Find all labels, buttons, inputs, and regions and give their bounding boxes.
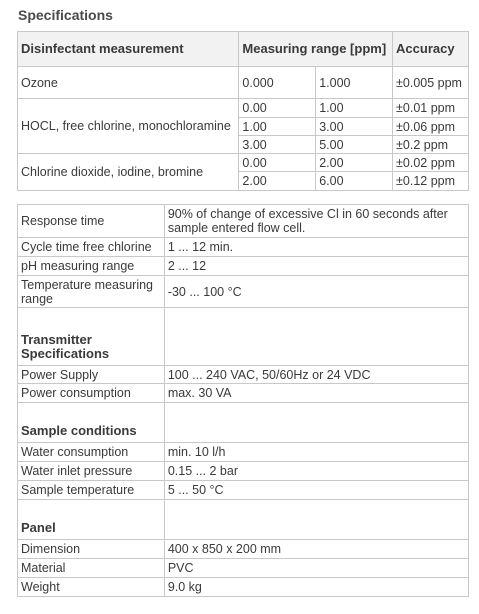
header-disinfectant: Disinfectant measurement: [18, 32, 239, 67]
spec-value: 1 ... 12 min.: [164, 238, 468, 257]
spec-label: Power consumption: [18, 384, 165, 403]
spec-value: 90% of change of excessive Cl in 60 seconds after sample entered flow cell.: [164, 205, 468, 238]
spec-value: 5 ... 50 °C: [164, 481, 468, 500]
section-row-transmitter: [18, 308, 469, 366]
page-title: Specifications: [18, 7, 113, 23]
spec-value: 400 x 850 x 200 mm: [164, 540, 468, 559]
table-header-row: [18, 32, 469, 67]
range-to: 2.00: [316, 154, 393, 172]
section-title-sample: Sample conditions: [18, 403, 165, 443]
header-accuracy: Accuracy: [393, 32, 469, 67]
table-row: [18, 276, 469, 308]
spec-value: min. 10 l/h: [164, 443, 468, 462]
spec-value: -30 ... 100 °C: [164, 276, 468, 308]
table-row: [18, 384, 469, 403]
spec-label: Dimension: [18, 540, 165, 559]
section-title-transmitter: Transmitter Specifications: [18, 308, 165, 366]
range-from: 0.000: [239, 67, 316, 99]
specification-table: [17, 204, 469, 597]
range-from: 0.00: [239, 154, 316, 172]
section-title-panel: Panel: [18, 500, 165, 540]
spec-label: Weight: [18, 578, 165, 597]
table-row: [18, 205, 469, 238]
section-row-panel: [18, 500, 469, 540]
spec-value: max. 30 VA: [164, 384, 468, 403]
table-row: [18, 481, 469, 500]
accuracy-value: ±0.005 ppm: [393, 67, 469, 99]
range-from: 3.00: [239, 136, 316, 154]
table-row: [18, 462, 469, 481]
disinfectant-name: HOCL, free chlorine, monochloramine: [18, 99, 239, 154]
table-row: [18, 154, 469, 172]
spec-label: Power Supply: [18, 366, 165, 384]
accuracy-value: ±0.06 ppm: [393, 118, 469, 136]
disinfectant-name: Ozone: [18, 67, 239, 99]
table-row: [18, 443, 469, 462]
section-row-sample: [18, 403, 469, 443]
spec-label: Water consumption: [18, 443, 165, 462]
measurement-table: [17, 31, 469, 191]
accuracy-value: ±0.2 ppm: [393, 136, 469, 154]
table-row: [18, 99, 469, 118]
table-row: [18, 540, 469, 559]
range-to: 1.00: [316, 99, 393, 118]
range-to: 5.00: [316, 136, 393, 154]
range-from: 2.00: [239, 172, 316, 191]
range-from: 1.00: [239, 118, 316, 136]
range-to: 3.00: [316, 118, 393, 136]
spec-label: Cycle time free chlorine: [18, 238, 165, 257]
accuracy-value: ±0.02 ppm: [393, 154, 469, 172]
accuracy-value: ±0.12 ppm: [393, 172, 469, 191]
spec-value: 2 ... 12: [164, 257, 468, 276]
spec-value: 9.0 kg: [164, 578, 468, 597]
header-measuring-range: Measuring range [ppm]: [239, 32, 393, 67]
spec-label: Material: [18, 559, 165, 578]
spec-label: Response time: [18, 205, 165, 238]
table-row: [18, 67, 469, 99]
spec-label: Water inlet pressure: [18, 462, 165, 481]
table-row: [18, 366, 469, 384]
spec-label: Temperature measuring range: [18, 276, 165, 308]
range-to: 6.00: [316, 172, 393, 191]
spec-label: pH measuring range: [18, 257, 165, 276]
spec-value: 0.15 ... 2 bar: [164, 462, 468, 481]
table-row: [18, 257, 469, 276]
spec-value: PVC: [164, 559, 468, 578]
table-row: [18, 578, 469, 597]
range-to: 1.000: [316, 67, 393, 99]
spec-label: Sample temperature: [18, 481, 165, 500]
accuracy-value: ±0.01 ppm: [393, 99, 469, 118]
table-row: [18, 559, 469, 578]
spec-value: 100 ... 240 VAC, 50/60Hz or 24 VDC: [164, 366, 468, 384]
range-from: 0.00: [239, 99, 316, 118]
table-row: [18, 238, 469, 257]
disinfectant-name: Chlorine dioxide, iodine, bromine: [18, 154, 239, 191]
